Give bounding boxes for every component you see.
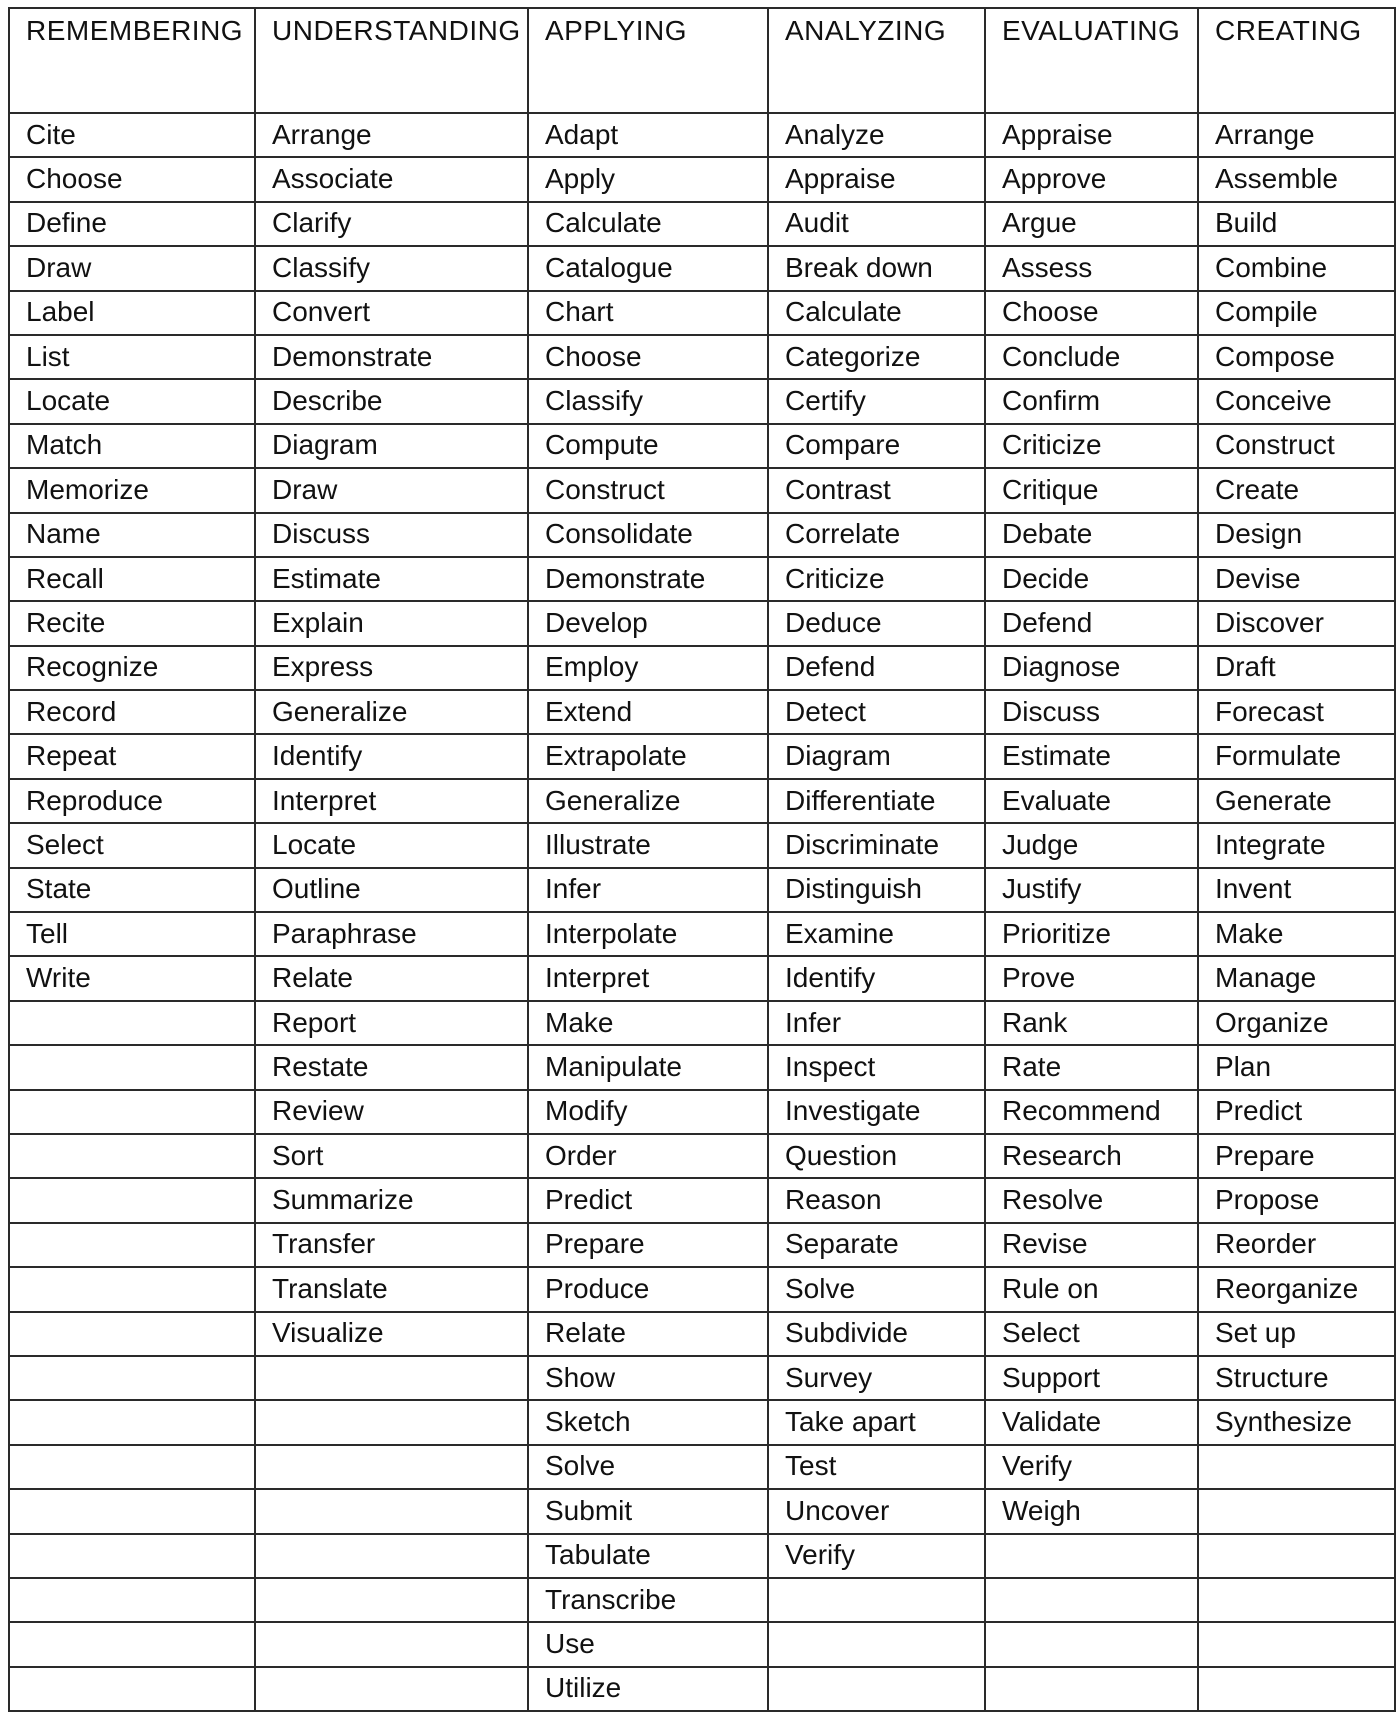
verb-cell: Predict <box>528 1178 768 1222</box>
table-row <box>9 823 1395 867</box>
verb-cell: Sort <box>255 1134 528 1178</box>
verb-cell: Diagnose <box>985 646 1198 690</box>
verb-cell: Verify <box>768 1534 985 1578</box>
empty-cell <box>255 1356 528 1400</box>
verb-cell: Correlate <box>768 513 985 557</box>
verb-cell: Explain <box>255 601 528 645</box>
verb-cell: Analyze <box>768 113 985 157</box>
verb-cell: Recite <box>9 601 255 645</box>
verb-cell: Chart <box>528 291 768 335</box>
verb-cell: Paraphrase <box>255 912 528 956</box>
verb-cell: Summarize <box>255 1178 528 1222</box>
table-row <box>9 734 1395 778</box>
verb-cell: Review <box>255 1090 528 1134</box>
verb-cell: Compute <box>528 424 768 468</box>
table-row <box>9 513 1395 557</box>
verb-cell: Diagram <box>768 734 985 778</box>
verb-cell: Devise <box>1198 557 1395 601</box>
verb-cell: Express <box>255 646 528 690</box>
verb-cell: Repeat <box>9 734 255 778</box>
verb-cell: Formulate <box>1198 734 1395 778</box>
table-row <box>9 1356 1395 1400</box>
verb-cell: Defend <box>985 601 1198 645</box>
verb-cell: Create <box>1198 468 1395 512</box>
empty-cell <box>985 1667 1198 1711</box>
verb-cell: Prioritize <box>985 912 1198 956</box>
verb-cell: Prove <box>985 956 1198 1000</box>
verb-cell: Predict <box>1198 1090 1395 1134</box>
empty-cell <box>255 1445 528 1489</box>
verb-cell: Solve <box>528 1445 768 1489</box>
table-row <box>9 1489 1395 1533</box>
verb-cell: Audit <box>768 202 985 246</box>
verb-cell: Deduce <box>768 601 985 645</box>
header-remembering: REMEMBERING <box>9 8 255 113</box>
verb-cell: Build <box>1198 202 1395 246</box>
empty-cell <box>9 1134 255 1178</box>
empty-cell <box>9 1534 255 1578</box>
table-row <box>9 779 1395 823</box>
verb-cell: Validate <box>985 1400 1198 1444</box>
verb-cell: Certify <box>768 379 985 423</box>
verb-cell: Confirm <box>985 379 1198 423</box>
header-evaluating: EVALUATING <box>985 8 1198 113</box>
verb-cell: Rate <box>985 1045 1198 1089</box>
empty-cell <box>1198 1534 1395 1578</box>
verb-cell: Develop <box>528 601 768 645</box>
table-row <box>9 424 1395 468</box>
table-row <box>9 1223 1395 1267</box>
verb-cell: Subdivide <box>768 1312 985 1356</box>
verb-cell: Inspect <box>768 1045 985 1089</box>
verb-cell: Choose <box>985 291 1198 335</box>
verb-cell: Resolve <box>985 1178 1198 1222</box>
empty-cell <box>768 1667 985 1711</box>
verb-cell: Generalize <box>528 779 768 823</box>
verb-cell: Defend <box>768 646 985 690</box>
verb-cell: Report <box>255 1001 528 1045</box>
verb-cell: Plan <box>1198 1045 1395 1089</box>
verb-cell: Take apart <box>768 1400 985 1444</box>
table-row <box>9 868 1395 912</box>
verb-cell: Demonstrate <box>255 335 528 379</box>
verb-cell: Discriminate <box>768 823 985 867</box>
empty-cell <box>9 1489 255 1533</box>
verb-cell: Apply <box>528 157 768 201</box>
empty-cell <box>9 1045 255 1089</box>
table-row <box>9 912 1395 956</box>
table-row <box>9 157 1395 201</box>
verb-cell: Classify <box>528 379 768 423</box>
header-creating: CREATING <box>1198 8 1395 113</box>
empty-cell <box>255 1667 528 1711</box>
verb-cell: Reorganize <box>1198 1267 1395 1311</box>
verb-cell: List <box>9 335 255 379</box>
verb-cell: Recognize <box>9 646 255 690</box>
verb-cell: Discover <box>1198 601 1395 645</box>
verb-cell: Critique <box>985 468 1198 512</box>
table-row <box>9 379 1395 423</box>
table-row <box>9 468 1395 512</box>
verb-cell: Construct <box>1198 424 1395 468</box>
verb-cell: Reason <box>768 1178 985 1222</box>
table-row <box>9 1445 1395 1489</box>
empty-cell <box>1198 1622 1395 1666</box>
table-row <box>9 335 1395 379</box>
table-row <box>9 690 1395 734</box>
table-row <box>9 246 1395 290</box>
verb-cell: Locate <box>255 823 528 867</box>
table-row <box>9 956 1395 1000</box>
table-row <box>9 1622 1395 1666</box>
verb-cell: Catalogue <box>528 246 768 290</box>
empty-cell <box>255 1534 528 1578</box>
verb-cell: Conceive <box>1198 379 1395 423</box>
verb-cell: Categorize <box>768 335 985 379</box>
verb-cell: Criticize <box>985 424 1198 468</box>
verb-cell: Interpret <box>255 779 528 823</box>
verb-cell: Identify <box>255 734 528 778</box>
empty-cell <box>9 1622 255 1666</box>
verb-cell: Construct <box>528 468 768 512</box>
empty-cell <box>1198 1667 1395 1711</box>
verb-cell: Show <box>528 1356 768 1400</box>
verb-cell: Transcribe <box>528 1578 768 1622</box>
verb-cell: Locate <box>9 379 255 423</box>
verb-cell: Modify <box>528 1090 768 1134</box>
verb-cell: Debate <box>985 513 1198 557</box>
verb-cell: Justify <box>985 868 1198 912</box>
verb-cell: Produce <box>528 1267 768 1311</box>
verb-cell: Associate <box>255 157 528 201</box>
verb-cell: Classify <box>255 246 528 290</box>
empty-cell <box>985 1578 1198 1622</box>
verb-cell: Relate <box>528 1312 768 1356</box>
verb-cell: Solve <box>768 1267 985 1311</box>
verb-cell: Infer <box>528 868 768 912</box>
table-row <box>9 1578 1395 1622</box>
empty-cell <box>9 1400 255 1444</box>
verb-cell: Judge <box>985 823 1198 867</box>
blooms-verbs-table <box>8 7 1396 1712</box>
verb-cell: Weigh <box>985 1489 1198 1533</box>
empty-cell <box>255 1489 528 1533</box>
verb-cell: Recommend <box>985 1090 1198 1134</box>
verb-cell: Discuss <box>985 690 1198 734</box>
verb-cell: Choose <box>528 335 768 379</box>
empty-cell <box>768 1622 985 1666</box>
empty-cell <box>9 1312 255 1356</box>
table-row <box>9 1534 1395 1578</box>
verb-cell: Break down <box>768 246 985 290</box>
verb-cell: Appraise <box>985 113 1198 157</box>
verb-cell: Synthesize <box>1198 1400 1395 1444</box>
empty-cell <box>985 1534 1198 1578</box>
verb-cell: Draw <box>255 468 528 512</box>
verb-cell: Contrast <box>768 468 985 512</box>
verb-cell: Forecast <box>1198 690 1395 734</box>
verb-cell: Restate <box>255 1045 528 1089</box>
verb-cell: Label <box>9 291 255 335</box>
verb-cell: Infer <box>768 1001 985 1045</box>
verb-cell: Investigate <box>768 1090 985 1134</box>
verb-cell: Estimate <box>255 557 528 601</box>
verb-cell: Interpret <box>528 956 768 1000</box>
verb-cell: Outline <box>255 868 528 912</box>
verb-cell: Detect <box>768 690 985 734</box>
verb-cell: Prepare <box>528 1223 768 1267</box>
verb-cell: Uncover <box>768 1489 985 1533</box>
table-row <box>9 202 1395 246</box>
verb-cell: Make <box>1198 912 1395 956</box>
empty-cell <box>9 1445 255 1489</box>
verb-cell: Compile <box>1198 291 1395 335</box>
verb-cell: Generate <box>1198 779 1395 823</box>
empty-cell <box>9 1178 255 1222</box>
verb-cell: Compose <box>1198 335 1395 379</box>
table-row <box>9 601 1395 645</box>
verb-cell: Propose <box>1198 1178 1395 1222</box>
verb-cell: Rank <box>985 1001 1198 1045</box>
header-row <box>9 8 1395 113</box>
verb-cell: Examine <box>768 912 985 956</box>
verb-cell: Adapt <box>528 113 768 157</box>
verb-cell: Invent <box>1198 868 1395 912</box>
empty-cell <box>1198 1445 1395 1489</box>
verb-cell: Reorder <box>1198 1223 1395 1267</box>
verb-cell: Transfer <box>255 1223 528 1267</box>
verb-cell: Record <box>9 690 255 734</box>
empty-cell <box>9 1267 255 1311</box>
verb-cell: Test <box>768 1445 985 1489</box>
verb-cell: Combine <box>1198 246 1395 290</box>
table-row <box>9 557 1395 601</box>
verb-cell: Tell <box>9 912 255 956</box>
empty-cell <box>9 1578 255 1622</box>
verb-cell: Consolidate <box>528 513 768 557</box>
verb-cell: Manage <box>1198 956 1395 1000</box>
verb-cell: Survey <box>768 1356 985 1400</box>
verb-cell: Tabulate <box>528 1534 768 1578</box>
verb-cell: Calculate <box>528 202 768 246</box>
verb-cell: Name <box>9 513 255 557</box>
header-analyzing: ANALYZING <box>768 8 985 113</box>
verb-cell: Translate <box>255 1267 528 1311</box>
table-row <box>9 1001 1395 1045</box>
verb-cell: Extrapolate <box>528 734 768 778</box>
verb-cell: Approve <box>985 157 1198 201</box>
verb-cell: Memorize <box>9 468 255 512</box>
verb-cell: Revise <box>985 1223 1198 1267</box>
verb-cell: Arrange <box>1198 113 1395 157</box>
verb-cell: Calculate <box>768 291 985 335</box>
verb-cell: Estimate <box>985 734 1198 778</box>
verb-cell: Structure <box>1198 1356 1395 1400</box>
verb-cell: Research <box>985 1134 1198 1178</box>
table-row <box>9 1312 1395 1356</box>
verb-cell: Use <box>528 1622 768 1666</box>
verb-cell: Criticize <box>768 557 985 601</box>
verb-cell: Draft <box>1198 646 1395 690</box>
empty-cell <box>9 1667 255 1711</box>
verb-cell: Select <box>9 823 255 867</box>
table-row <box>9 646 1395 690</box>
table-row <box>9 1045 1395 1089</box>
verb-cell: Verify <box>985 1445 1198 1489</box>
verb-cell: Recall <box>9 557 255 601</box>
table-row <box>9 1134 1395 1178</box>
verb-cell: Appraise <box>768 157 985 201</box>
header-understanding: UNDERSTANDING <box>255 8 528 113</box>
verb-cell: Generalize <box>255 690 528 734</box>
verb-cell: Assemble <box>1198 157 1395 201</box>
verb-cell: Make <box>528 1001 768 1045</box>
verb-cell: Choose <box>9 157 255 201</box>
verb-cell: Illustrate <box>528 823 768 867</box>
verb-cell: Question <box>768 1134 985 1178</box>
verb-cell: Distinguish <box>768 868 985 912</box>
table-row <box>9 1400 1395 1444</box>
verb-cell: Draw <box>9 246 255 290</box>
verb-cell: Conclude <box>985 335 1198 379</box>
verb-cell: Arrange <box>255 113 528 157</box>
table-row <box>9 291 1395 335</box>
empty-cell <box>1198 1489 1395 1533</box>
empty-cell <box>255 1400 528 1444</box>
empty-cell <box>9 1090 255 1134</box>
table-row <box>9 1178 1395 1222</box>
empty-cell <box>9 1001 255 1045</box>
table-row <box>9 1267 1395 1311</box>
empty-cell <box>985 1622 1198 1666</box>
verb-cell: Diagram <box>255 424 528 468</box>
verb-cell: Clarify <box>255 202 528 246</box>
empty-cell <box>1198 1578 1395 1622</box>
verb-cell: Differentiate <box>768 779 985 823</box>
verb-cell: Evaluate <box>985 779 1198 823</box>
empty-cell <box>255 1622 528 1666</box>
table-row <box>9 1090 1395 1134</box>
table-row <box>9 113 1395 157</box>
verb-cell: Write <box>9 956 255 1000</box>
header-applying: APPLYING <box>528 8 768 113</box>
empty-cell <box>9 1356 255 1400</box>
verb-cell: Support <box>985 1356 1198 1400</box>
verb-cell: Reproduce <box>9 779 255 823</box>
verb-cell: Manipulate <box>528 1045 768 1089</box>
verb-cell: Identify <box>768 956 985 1000</box>
verb-cell: Discuss <box>255 513 528 557</box>
verb-cell: Match <box>9 424 255 468</box>
verb-cell: Submit <box>528 1489 768 1533</box>
empty-cell <box>255 1578 528 1622</box>
verb-cell: Sketch <box>528 1400 768 1444</box>
verb-cell: Assess <box>985 246 1198 290</box>
verb-cell: Integrate <box>1198 823 1395 867</box>
verb-cell: Order <box>528 1134 768 1178</box>
verb-cell: Rule on <box>985 1267 1198 1311</box>
verb-cell: Interpolate <box>528 912 768 956</box>
verb-cell: Separate <box>768 1223 985 1267</box>
verb-cell: Visualize <box>255 1312 528 1356</box>
verb-cell: Organize <box>1198 1001 1395 1045</box>
verb-cell: Prepare <box>1198 1134 1395 1178</box>
verb-cell: Design <box>1198 513 1395 557</box>
verb-cell: Cite <box>9 113 255 157</box>
verb-cell: State <box>9 868 255 912</box>
verb-cell: Argue <box>985 202 1198 246</box>
empty-cell <box>9 1223 255 1267</box>
verb-cell: Decide <box>985 557 1198 601</box>
verb-cell: Define <box>9 202 255 246</box>
table-body <box>9 113 1395 1711</box>
verb-cell: Relate <box>255 956 528 1000</box>
empty-cell <box>768 1578 985 1622</box>
verb-cell: Set up <box>1198 1312 1395 1356</box>
verb-cell: Describe <box>255 379 528 423</box>
verb-cell: Compare <box>768 424 985 468</box>
verb-cell: Utilize <box>528 1667 768 1711</box>
verb-cell: Demonstrate <box>528 557 768 601</box>
verb-cell: Select <box>985 1312 1198 1356</box>
verb-cell: Extend <box>528 690 768 734</box>
verb-cell: Employ <box>528 646 768 690</box>
table-row <box>9 1667 1395 1711</box>
verb-cell: Convert <box>255 291 528 335</box>
